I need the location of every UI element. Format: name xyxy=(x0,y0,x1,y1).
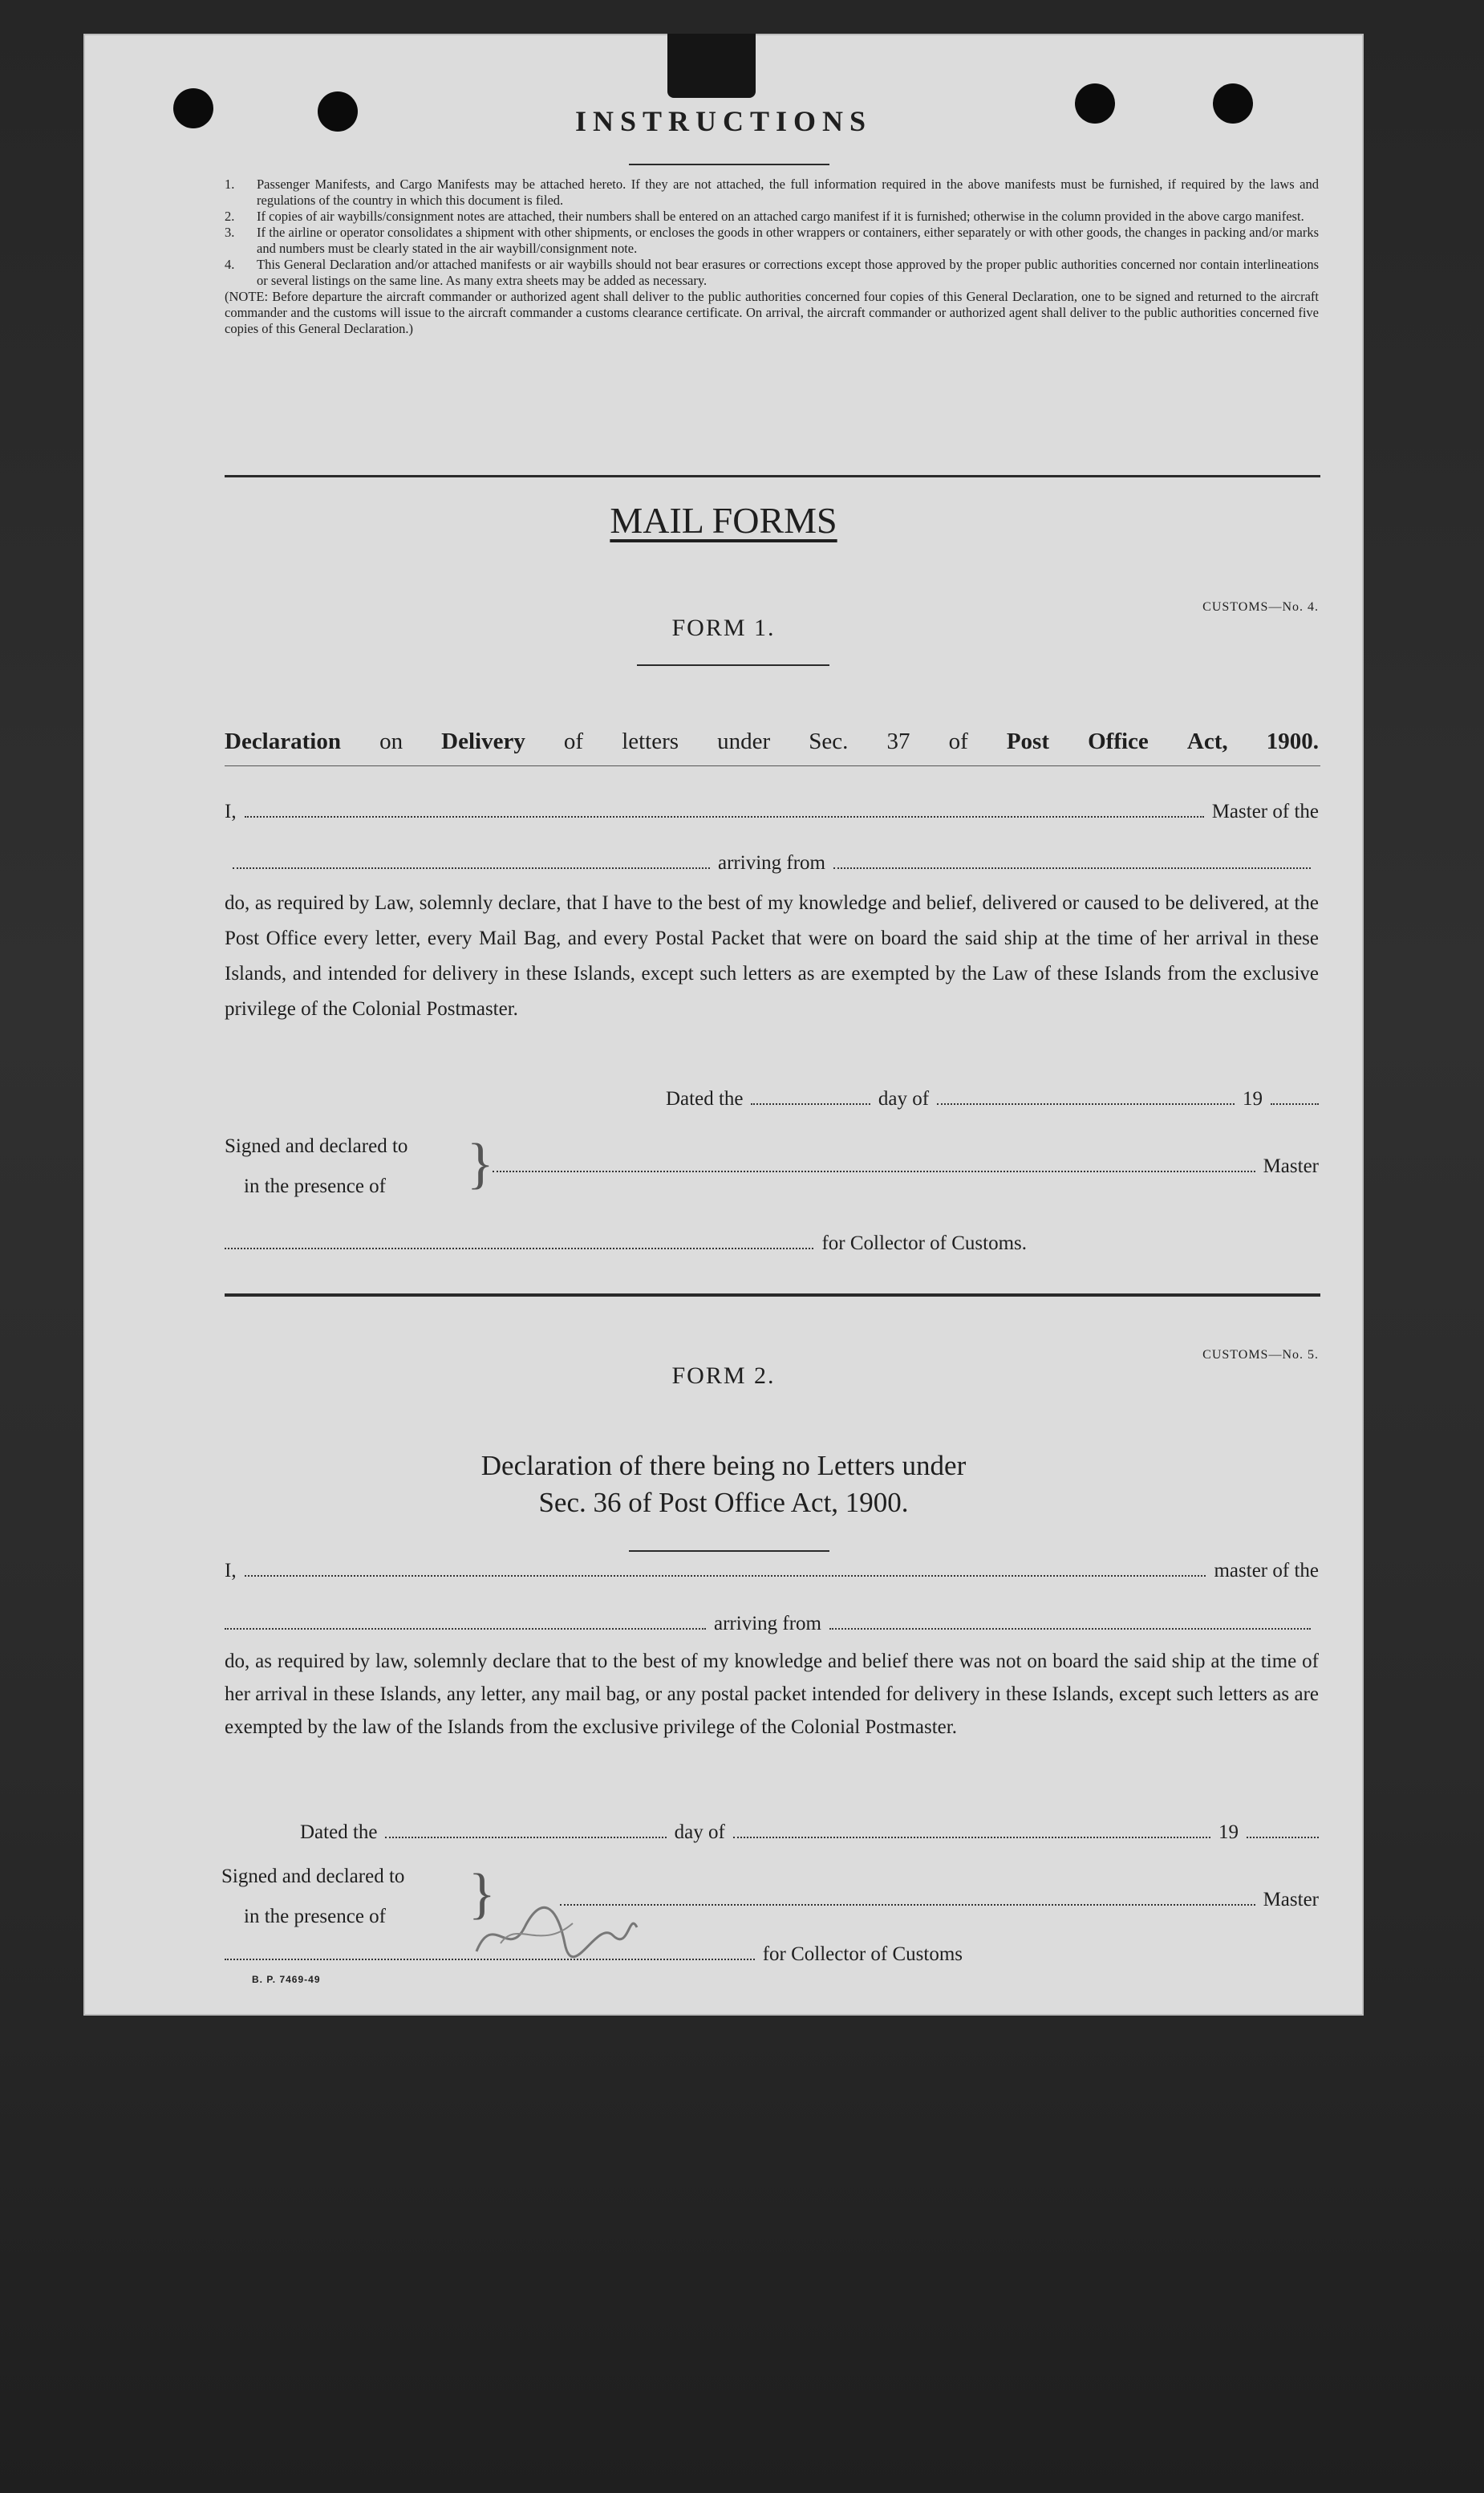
collector-signature-blank[interactable] xyxy=(225,1233,813,1249)
form2-declaration-heading: Declaration of there being no Letters under Sec. 36 of Post Office Act, 1900. xyxy=(480,1450,967,1518)
form1-date-line: Dated the day of 19 xyxy=(666,1088,1319,1110)
form2-body: do, as required by law, solemnly declare that to the best of my knowledge and belief there was not on board the said ship at the time of her arrival in these Islands, any letter, any mail bag, or any postal packet intended for delivery in these Islands, except such letters as are exempted by the law of the Islands from the exclusive privilege of the Colonial Postmaster. xyxy=(225,1650,1319,1738)
ship-blank[interactable] xyxy=(225,1614,706,1630)
instruction-item: 1. Passenger Manifests, and Cargo Manifests may be attached hereto. If they are not attached, the full information required in the above manifests must be furnished, if required by the laws and regulations of the country in which this document is filed. xyxy=(225,177,1319,208)
form2-ship-line: arriving from xyxy=(225,1613,1319,1635)
day-blank[interactable] xyxy=(385,1822,666,1838)
handwritten-signature xyxy=(468,1895,645,1967)
instruction-item: 3. If the airline or operator consolidates a shipment with other shipments, or encloses the goods in other wrappers or containers, either separately or with other goods, the changes in packing and/or marks and numbers must be clearly stated in the air waybill/consignment note. xyxy=(225,225,1319,256)
form1-collector-line: for Collector of Customs. xyxy=(225,1232,1027,1255)
year-blank[interactable] xyxy=(1247,1822,1319,1838)
title-underline xyxy=(629,164,829,165)
instructions-title: INSTRUCTIONS xyxy=(574,105,873,137)
form2-title: FORM 2. xyxy=(671,1362,776,1389)
form1-declaration-heading: Declaration on Delivery of letters under Sec. 37 of Post Office Act, 1900. xyxy=(225,729,1319,754)
name-blank[interactable] xyxy=(245,1561,1206,1577)
form2-master-line: Master xyxy=(552,1889,1319,1911)
customs-number: CUSTOMS—No. 5. xyxy=(1202,1348,1319,1362)
instruction-item: 2. If copies of air waybills/consignment notes are attached, their numbers shall be entered on an attached cargo manifest if it is furnished; otherwise in the column provided in the above cargo manifest. xyxy=(225,209,1304,224)
form1-body: do, as required by Law, solemnly declare, that I have to the best of my knowledge and belief, delivered or caused to be delivered, at the Post Office every letter, every Mail Bag, and every Postal Packet that were on board the said ship at the time of her arrival in these Islands, and intended for delivery in these Islands, except such letters as are exempted by the Law of these Islands from the exclusive privilege of the Colonial Postmaster. xyxy=(225,892,1319,1020)
form2-date-line: Dated the day of 19 xyxy=(300,1821,1319,1844)
customs-number: CUSTOMS—No. 4. xyxy=(1202,600,1319,614)
year-blank[interactable] xyxy=(1271,1089,1319,1105)
torn-staple-area xyxy=(667,34,756,98)
month-blank[interactable] xyxy=(733,1822,1210,1838)
printer-code: B. P. 7469-49 xyxy=(252,1974,321,1985)
ship-blank[interactable] xyxy=(233,853,710,869)
instructions-list xyxy=(225,177,1319,337)
form2-collector-line: for Collector of Customs xyxy=(225,1943,963,1966)
master-signature-blank[interactable] xyxy=(560,1890,1255,1906)
month-blank[interactable] xyxy=(937,1089,1235,1105)
instruction-item: 4. This General Declaration and/or attached manifests or air waybills should not bear erasures or corrections except those approved by the proper public authorities concerned nor contain interlineations or several listings on the same line. As many extra sheets may be added as necessary. xyxy=(225,257,1319,288)
form-divider xyxy=(225,1293,1320,1297)
form2-title-rule xyxy=(629,1550,829,1552)
origin-blank[interactable] xyxy=(829,1614,1311,1630)
master-signature-blank[interactable] xyxy=(493,1156,1255,1172)
document-page xyxy=(83,34,1364,2016)
form2-signed-label: Signed and declared to in the presence of xyxy=(221,1866,405,1927)
day-blank[interactable] xyxy=(751,1089,870,1105)
form1-title: FORM 1. xyxy=(671,615,776,641)
brace-icon: } xyxy=(468,1863,496,1925)
mail-forms-title: MAIL FORMS xyxy=(610,500,837,541)
form1-name-line: I, Master of the xyxy=(225,801,1319,822)
section-divider xyxy=(225,475,1320,477)
form1-signed-label: Signed and declared to in the presence of xyxy=(225,1135,408,1197)
instruction-note: (NOTE: Before departure the aircraft commander or authorized agent shall deliver to the public authorities concerned four copies of this General Declaration, one to be signed and returned to the aircraft commander and the customs will issue to the aircraft commander a customs clearance certificate. On arrival, the aircraft commander or authorized agent shall deliver to the public authorities concerned five copies of this General Declaration.) xyxy=(225,289,1319,336)
form2-name-line: I, master of the xyxy=(225,1560,1319,1581)
brace-icon: } xyxy=(467,1133,494,1195)
form1-heading-rule xyxy=(225,765,1320,766)
form1-title-rule xyxy=(637,664,829,666)
form1-ship-line: arriving from xyxy=(225,852,1319,875)
form1-master-line: Master xyxy=(485,1155,1319,1178)
origin-blank[interactable] xyxy=(833,853,1311,869)
name-blank[interactable] xyxy=(245,802,1204,818)
